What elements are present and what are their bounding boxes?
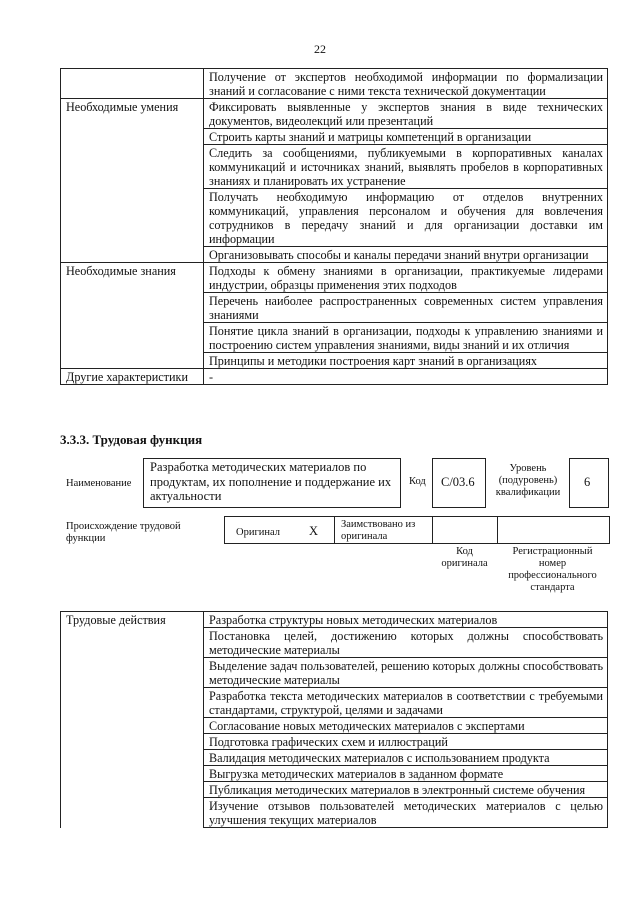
table1-label-other: Другие характеристики: [61, 369, 204, 385]
labor-actions-table: [60, 611, 608, 828]
reg-number-label: Регистрационный номер профессионального стандарта: [508, 546, 597, 593]
level-value: 6: [584, 475, 591, 489]
table2-cell: Изучение отзывов пользователей методических материалов с целью улучшения текущих материалов: [204, 798, 608, 828]
table1-cell: Получать необходимую информацию от отделов внутренних коммуникаций, управления персоналом и обучения для вовлечения сотрудников в передачу знаний и для организации доставки им информации: [204, 189, 608, 247]
original-mark: X: [309, 524, 319, 538]
table1-cell: Перечень наиболее распространенных современных систем управления знаниями: [204, 293, 608, 323]
name-value: Разработка методических материалов по продуктам, их пополнение и поддержание их актуальности: [150, 460, 392, 503]
skills-knowledge-table: [60, 68, 608, 385]
table1-cell: Получение от экспертов необходимой информации по формализации знаний и согласование с ними текста технической документации: [204, 69, 608, 99]
original-label: Оригинал: [236, 527, 280, 538]
table1-cell: Фиксировать выявленные у экспертов знания в виде технических документов, видеолекций или презентаций: [204, 99, 608, 129]
table2-cell: Валидация методических материалов с использованием продукта: [204, 750, 608, 766]
table2-cell: Разработка текста методических материалов в соответствии с требуемыми стандартами, структурой, целями и задачами: [204, 688, 608, 718]
table1-cell: Понятие цикла знаний в организации, подходы к управлению знаниями и построению систем управления знаниями, виды знаний и их отличия: [204, 323, 608, 353]
table1-cell: -: [204, 369, 608, 385]
table1-cell: Строить карты знаний и матрицы компетенций в организации: [204, 129, 608, 145]
code-value: C/03.6: [441, 475, 475, 489]
name-label: Наименование: [66, 478, 132, 489]
table2-cell: Публикация методических материалов в электронный системе обучения: [204, 782, 608, 798]
table1-cell: Организовывать способы и каналы передачи знаний внутри организации: [204, 247, 608, 263]
divider: [432, 516, 433, 543]
table1-label-knowledge: Необходимые знания: [61, 263, 204, 369]
table2-cell: Выгрузка методических материалов в заданном формате: [204, 766, 608, 782]
table2-cell: Выделение задач пользователей, решению которых должны способствовать методические материалы: [204, 658, 608, 688]
code-label: Код: [409, 476, 426, 487]
level-label: Уровень (подуровень) квалификации: [495, 463, 561, 498]
borrowed-label: Заимствовано из оригинала: [341, 519, 416, 542]
table2-cell: Подготовка графических схем и иллюстраций: [204, 734, 608, 750]
table2-label: Трудовые действия: [61, 612, 204, 828]
table2-cell: Постановка целей, достижению которых должны способствовать методические материалы: [204, 628, 608, 658]
origin-label: Происхождение трудовой функции: [66, 521, 181, 544]
section-heading: 3.3.3. Трудовая функция: [60, 432, 203, 447]
divider: [497, 516, 498, 543]
table1-cell: Принципы и методики построения карт знаний в организациях: [204, 353, 608, 369]
table1-label: [61, 69, 204, 99]
table1-label-skills: Необходимые умения: [61, 99, 204, 263]
divider: [334, 516, 335, 543]
table2-cell: Разработка структуры новых методических материалов: [204, 612, 608, 628]
table2-cell: Согласование новых методических материалов с экспертами: [204, 718, 608, 734]
table1-cell: Подходы к обмену знаниями в организации, практикуемые лидерами индустрии, образцы применения этих подходов: [204, 263, 608, 293]
table1-cell: Следить за сообщениями, публикуемыми в корпоративных каналах коммуникаций и источниках знаний, выявлять пробелов в корпоративных знаниях и планировать их устранение: [204, 145, 608, 189]
page-number: 22: [314, 42, 326, 56]
code-original-label: Код оригинала: [441, 546, 488, 569]
